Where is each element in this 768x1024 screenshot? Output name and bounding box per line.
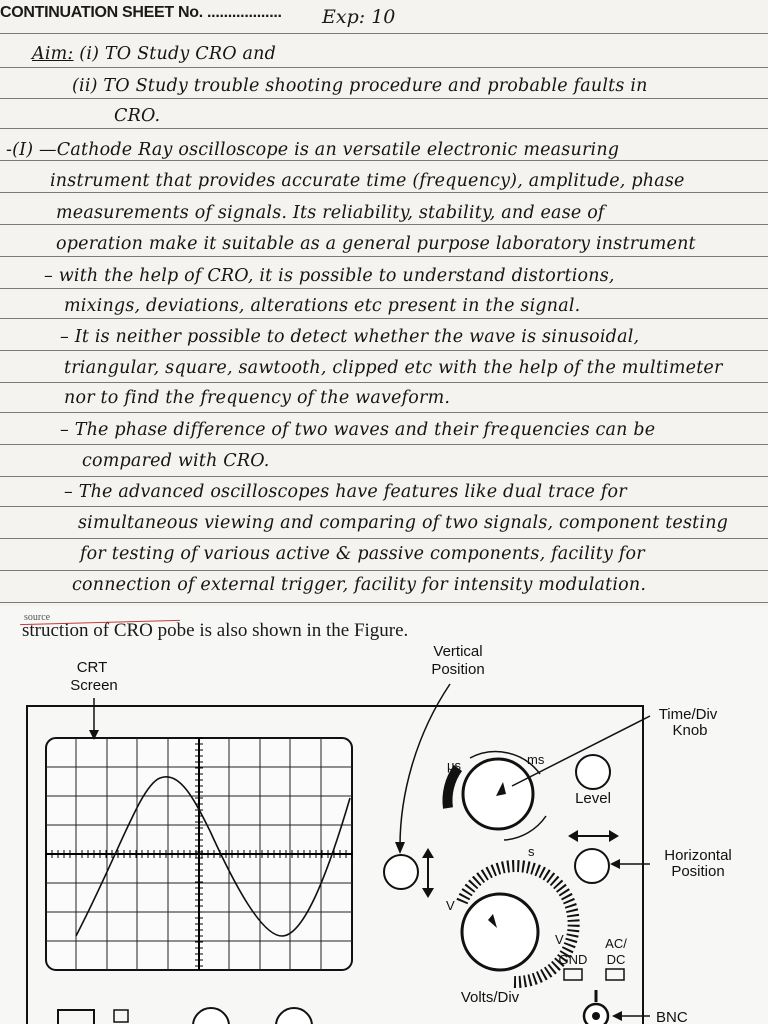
- note-line: – It is neither possible to detect whether the wave is sinusoidal,: [60, 327, 640, 347]
- experiment-number: Exp: 10: [322, 6, 396, 28]
- rule-line: [0, 33, 768, 34]
- gnd-switch: [564, 969, 582, 980]
- note-line: -(I) —Cathode Ray oscilloscope is an versatile electronic measuring: [6, 140, 620, 160]
- power-switch: [58, 1010, 94, 1024]
- up-arrow-icon: [422, 848, 434, 858]
- crt-label-2: Screen: [70, 677, 118, 694]
- voltsdiv-knob: [462, 894, 538, 970]
- voltsdiv-label: Volts/Div: [460, 989, 520, 1006]
- aim-line: [32, 44, 276, 64]
- gnd-label: GND: [558, 952, 588, 967]
- horizontal-position-knob: [575, 849, 609, 883]
- vertical-arrowhead-icon: [395, 842, 405, 854]
- level-label: Level: [575, 790, 611, 807]
- intensity-knob: [193, 1008, 229, 1024]
- horizontal-arrowhead-icon: [610, 859, 620, 869]
- bnc-center-icon: [592, 1012, 600, 1020]
- focus-knob: [276, 1008, 312, 1024]
- v-label-right: V: [555, 932, 564, 947]
- acdc-label-2: DC: [606, 952, 626, 967]
- sheet-title: CONTINUATION SHEET No. ..................: [0, 4, 282, 21]
- rule-line: [0, 318, 768, 319]
- rule-line: [0, 444, 768, 445]
- vertical-label-1: Vertical: [433, 643, 483, 660]
- acdc-switch: [606, 969, 624, 980]
- note-line: simultaneous viewing and comparing of two signals, component testing: [78, 513, 729, 533]
- down-arrow-icon: [422, 888, 434, 898]
- vertical-position-knob: [384, 855, 418, 889]
- rule-line: [0, 128, 768, 129]
- note-line: mixings, deviations, alterations etc present in the signal.: [64, 296, 581, 316]
- vertical-pointer-arrow: [400, 684, 450, 846]
- rule-line: [0, 476, 768, 477]
- rule-line: [0, 538, 768, 539]
- left-arrow-icon: [568, 830, 578, 842]
- vertical-label-2: Position: [431, 661, 485, 678]
- us-label: μs: [447, 758, 461, 773]
- aim-text: (i) TO Study CRO and: [79, 44, 277, 64]
- note-line: instrument that provides accurate time (frequency), amplitude, phase: [50, 171, 685, 191]
- figure-caption: struction of CRO pobe is also shown in the Figure.: [22, 620, 409, 641]
- rule-line: [0, 67, 768, 68]
- s-label: s: [528, 844, 535, 859]
- indicator-lamp: [114, 1010, 128, 1022]
- note-line: measurements of signals. Its reliability, stability, and ease of: [56, 203, 605, 223]
- rule-line: [0, 412, 768, 413]
- timediv-label-2: Knob: [672, 722, 708, 739]
- crt-label-1: CRT: [76, 659, 108, 676]
- bnc-label: BNC: [656, 1009, 688, 1024]
- rule-line: [0, 506, 768, 507]
- v-label-left: V: [446, 898, 455, 913]
- rule-line: [0, 256, 768, 257]
- note-line: compared with CRO.: [82, 451, 270, 471]
- acdc-label-1: AC/: [605, 936, 627, 951]
- rule-line: [0, 288, 768, 289]
- horizontal-label-1: Horizontal: [664, 847, 732, 864]
- level-knob: [576, 755, 610, 789]
- aim-label: Aim:: [32, 44, 74, 64]
- note-line: – The phase difference of two waves and their frequencies can be: [60, 420, 656, 440]
- aim-line: CRO.: [114, 106, 161, 126]
- aim-line: (ii) TO Study trouble shooting procedure and probable faults in: [72, 76, 648, 96]
- rule-line: [0, 160, 768, 161]
- rule-line: [0, 350, 768, 351]
- bnc-arrowhead-icon: [612, 1011, 622, 1021]
- rule-line: [0, 98, 768, 99]
- printed-snippet: source: [24, 612, 51, 623]
- note-line: – The advanced oscilloscopes have features like dual trace for: [64, 482, 627, 502]
- timediv-label-1: Time/Div: [658, 706, 718, 723]
- note-line: nor to find the frequency of the waveform.: [64, 388, 451, 408]
- note-line: connection of external trigger, facility for intensity modulation.: [72, 575, 647, 595]
- rule-line: [0, 570, 768, 571]
- note-line: – with the help of CRO, it is possible to understand distortions,: [44, 266, 615, 286]
- ms-label: ms: [527, 752, 545, 767]
- rule-line: [0, 192, 768, 193]
- horizontal-label-2: Position: [671, 863, 725, 880]
- rule-line: [0, 224, 768, 225]
- note-line: triangular, square, sawtooth, clipped etc with the help of the multimeter: [64, 358, 723, 378]
- timediv-scale-us: [447, 768, 458, 808]
- note-line: operation make it suitable as a general purpose laboratory instrument: [56, 234, 696, 254]
- note-line: for testing of various active & passive components, facility for: [80, 544, 645, 564]
- rule-line: [0, 382, 768, 383]
- rule-line: [0, 602, 768, 603]
- right-arrow-icon: [609, 830, 619, 842]
- cro-front-panel-diagram: [0, 606, 768, 1024]
